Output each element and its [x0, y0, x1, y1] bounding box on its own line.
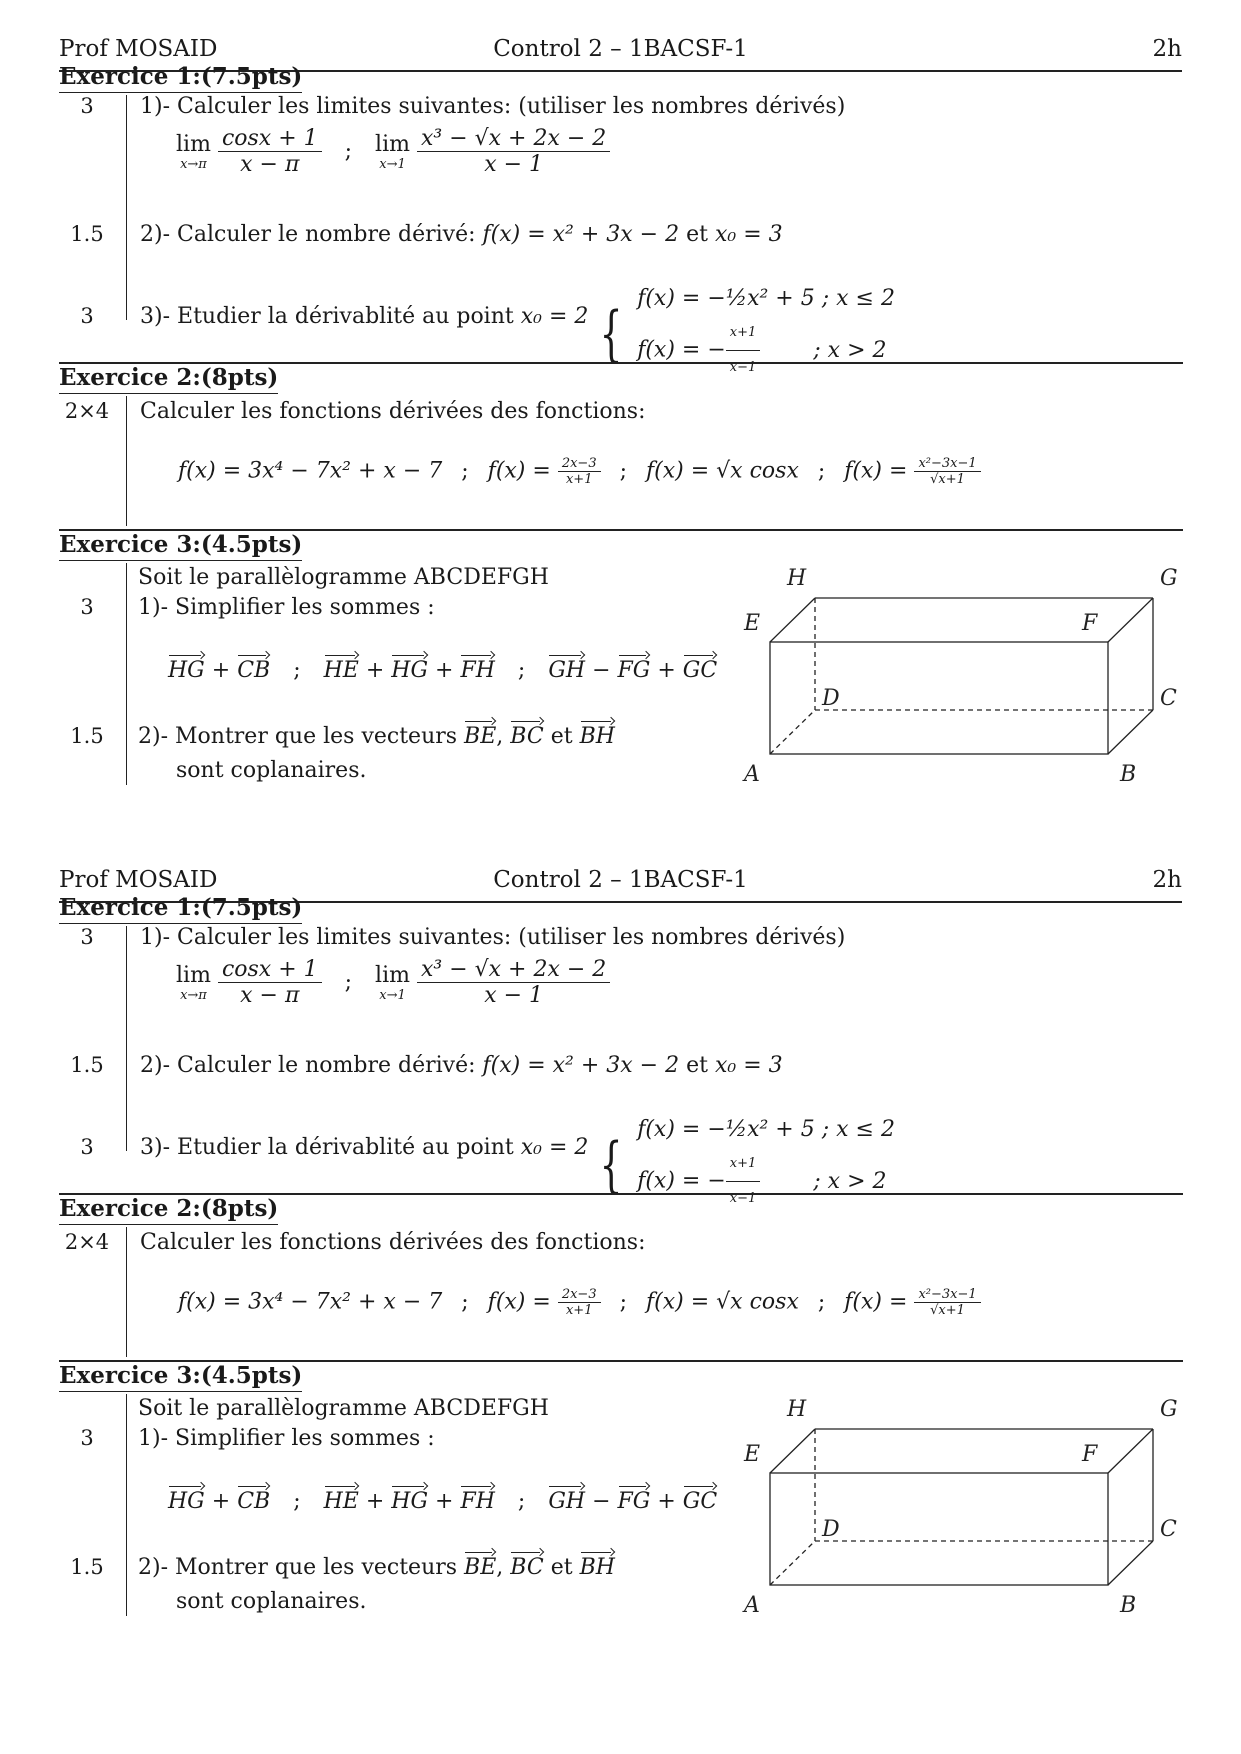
q3-cases — [637, 282, 895, 385]
vector-he: HE — [324, 652, 359, 683]
ex2-f4-lhs: f(x) = — [844, 1289, 908, 1315]
exercise-1-title: Exercice 1:(7.5pts) — [59, 894, 302, 924]
exercise-1-title: Exercice 1:(7.5pts) — [59, 63, 302, 93]
limit-1 — [176, 132, 211, 172]
vector-cb: CB — [237, 1483, 270, 1514]
q3-piecewise — [592, 1113, 895, 1216]
ex2-sep: ; — [461, 1289, 469, 1315]
limit-2 — [375, 132, 410, 172]
q3-text-line — [140, 1135, 588, 1160]
q1-limits — [176, 126, 610, 177]
exercise-2-rule — [126, 1227, 127, 1357]
q2-text: 2)- Calculer le nombre dérivé: — [140, 222, 476, 247]
ex2-f1: f(x) = 3x⁴ − 7x² + x − 7 — [178, 1289, 443, 1315]
ex3-q2-points: 1.5 — [70, 724, 104, 748]
q3-points: 3 — [80, 1135, 94, 1159]
ex2-f2-lhs: f(x) = — [487, 1289, 551, 1315]
exam-copy — [0, 0, 1241, 830]
ex2-f4-fraction — [914, 456, 980, 487]
vector-gc: GC — [683, 1483, 717, 1514]
q2-line — [140, 222, 783, 247]
vector-fg: FG — [618, 652, 651, 683]
limit-2-num: x³ − √x + 2x − 2 — [417, 126, 610, 152]
lim-1-sub: x→π — [180, 156, 207, 172]
lim-1-sub: x→π — [180, 987, 207, 1003]
q3-text-line — [140, 304, 588, 329]
ex3-q2-text-2: sont coplanaires. — [176, 758, 367, 783]
ex2-sep: ; — [461, 458, 469, 484]
q3-points: 3 — [80, 304, 94, 328]
limit-2-den: x − 1 — [484, 983, 544, 1008]
q2-formula: f(x) = x² + 3x − 2 — [482, 222, 680, 247]
limit-2-num: x³ − √x + 2x − 2 — [417, 957, 610, 983]
limit-1-den: x − π — [240, 983, 300, 1008]
label-h: H — [787, 1397, 807, 1422]
q3-case-2-den: x−1 — [729, 1191, 757, 1206]
edge-ad — [770, 710, 815, 754]
lim-2-sub: x→1 — [379, 156, 406, 172]
lim-word: lim — [176, 962, 211, 988]
brace-icon: { — [599, 298, 623, 369]
label-d: D — [822, 686, 840, 711]
exercise-3-rule — [126, 1394, 127, 1616]
limit-sep: ; — [344, 970, 353, 995]
edge-bc — [1108, 1541, 1153, 1585]
header-duration: 2h — [1152, 36, 1182, 62]
q3-case-2 — [637, 316, 895, 385]
ex2-f3: f(x) = √x cosx — [646, 1289, 799, 1315]
ex2-functions — [178, 456, 981, 487]
q1-text: 1)- Calculer les limites suivantes: (utiliser les nombres dérivés) — [140, 94, 846, 119]
ex2-f4-fraction — [914, 1287, 980, 1318]
ex2-sep: ; — [817, 458, 826, 484]
q3-case-2-cond: ; x > 2 — [813, 1168, 887, 1194]
parallelepiped-figure — [730, 560, 1190, 790]
label-e: E — [744, 1442, 761, 1467]
ex3-q2-et: et — [550, 1555, 573, 1580]
ex2-f3: f(x) = √x cosx — [646, 458, 799, 484]
edge-eh — [770, 598, 815, 642]
vector-bc: BC — [510, 1549, 543, 1580]
vector-hg: HG — [168, 1483, 205, 1514]
label-g: G — [1160, 566, 1178, 591]
q3-case-2-num: x+1 — [726, 316, 761, 351]
q3-case-2-fraction — [726, 316, 761, 385]
lim-2-sub: x→1 — [379, 987, 406, 1003]
ex2-f4-lhs: f(x) = — [844, 458, 908, 484]
exam-copy — [0, 831, 1241, 1661]
parallelepiped-figure — [730, 1391, 1190, 1621]
ex2-points: 2×4 — [64, 399, 110, 423]
front-face — [770, 642, 1108, 754]
exercise-2-title: Exercice 2:(8pts) — [59, 1195, 278, 1225]
ex2-f2-den: x+1 — [565, 472, 593, 487]
q3-cases — [637, 1113, 895, 1216]
ex2-f4-num: x²−3x−1 — [914, 1287, 980, 1303]
label-g: G — [1160, 1397, 1178, 1422]
lim-word: lim — [375, 962, 410, 988]
limit-2-fraction — [417, 126, 610, 177]
exercise-1-rule — [126, 95, 127, 320]
limit-1-num: cosx + 1 — [218, 126, 322, 152]
label-e: E — [744, 611, 761, 636]
header-author: Prof MOSAID — [59, 867, 218, 893]
label-f: F — [1082, 1442, 1098, 1467]
vector-hg: HG — [391, 652, 428, 683]
exercise-1-rule — [126, 926, 127, 1151]
ex2-functions — [178, 1287, 981, 1318]
vector-bc: BC — [510, 718, 543, 749]
ex3-q2-points: 1.5 — [70, 1555, 104, 1579]
limit-2 — [375, 963, 410, 1003]
q2-points: 1.5 — [70, 1053, 104, 1077]
limit-1 — [176, 963, 211, 1003]
exercise-3-rule — [126, 563, 127, 785]
label-h: H — [787, 566, 807, 591]
label-c: C — [1160, 686, 1177, 711]
ex2-f2-num: 2x−3 — [558, 1287, 601, 1303]
limit-1-num: cosx + 1 — [218, 957, 322, 983]
q2-points: 1.5 — [70, 222, 104, 246]
limit-sep: ; — [344, 139, 353, 164]
label-b: B — [1120, 762, 1137, 787]
q3-case-2-num: x+1 — [726, 1147, 761, 1182]
label-d: D — [822, 1517, 840, 1542]
q1-limits — [176, 957, 610, 1008]
ex2-f4-num: x²−3x−1 — [914, 456, 980, 472]
limit-1-den: x − π — [240, 152, 300, 177]
edge-bc — [1108, 710, 1153, 754]
lim-word: lim — [375, 131, 410, 157]
ex3-q1-text: 1)- Simplifier les sommes : — [138, 595, 435, 620]
label-f: F — [1082, 611, 1098, 636]
front-face — [770, 1473, 1108, 1585]
exercise-3-title: Exercice 3:(4.5pts) — [59, 1362, 302, 1392]
header-title: Control 2 – 1BACSF-1 — [493, 867, 748, 893]
vector-be: BE — [464, 1549, 496, 1580]
ex3-intro: Soit le parallèlogramme ABCDEFGH — [138, 565, 549, 590]
lim-word: lim — [176, 131, 211, 157]
ex2-f4-den: √x+1 — [930, 1303, 965, 1318]
vector-fh: FH — [460, 1483, 494, 1514]
exercise-2-title: Exercice 2:(8pts) — [59, 364, 278, 394]
vector-cb: CB — [237, 652, 270, 683]
q1-points: 3 — [80, 925, 94, 949]
brace-icon: { — [599, 1129, 623, 1200]
header-author: Prof MOSAID — [59, 36, 218, 62]
q3-x0: x₀ = 2 — [520, 1135, 589, 1160]
header-duration: 2h — [1152, 867, 1182, 893]
q3-case-1: f(x) = −½x² + 5 ; x ≤ 2 — [637, 1117, 895, 1142]
exercise-3-title: Exercice 3:(4.5pts) — [59, 531, 302, 561]
q2-x0: x₀ = 3 — [714, 222, 783, 247]
edge-fg — [1108, 1429, 1153, 1473]
q3-piecewise — [592, 282, 895, 385]
label-a: A — [744, 762, 760, 787]
exercise-2-rule — [126, 396, 127, 526]
ex2-f1: f(x) = 3x⁴ − 7x² + x − 7 — [178, 458, 443, 484]
vector-fh: FH — [460, 652, 494, 683]
vector-gh: GH — [548, 1483, 585, 1514]
edge-fg — [1108, 598, 1153, 642]
ex3-q2-et: et — [550, 724, 573, 749]
limit-2-den: x − 1 — [484, 152, 544, 177]
ex2-text: Calculer les fonctions dérivées des fonctions: — [140, 399, 646, 424]
ex3-sums: HG + CB ; HE + HG + FH ; GH − FG + GC — [168, 652, 717, 683]
ex3-q2-line: 2)- Montrer que les vecteurs BE, BC et BH — [138, 1549, 615, 1580]
vector-gh: GH — [548, 652, 585, 683]
q3-case-2-cond: ; x > 2 — [813, 337, 887, 363]
header-title: Control 2 – 1BACSF-1 — [493, 36, 748, 62]
q1-points: 3 — [80, 94, 94, 118]
edge-eh — [770, 1429, 815, 1473]
q2-x0: x₀ = 3 — [714, 1053, 783, 1078]
ex2-sep: ; — [817, 1289, 826, 1315]
q2-formula: f(x) = x² + 3x − 2 — [482, 1053, 680, 1078]
ex2-f2-lhs: f(x) = — [487, 458, 551, 484]
edge-ad — [770, 1541, 815, 1585]
vector-bh: BH — [580, 1549, 615, 1580]
q3-case-2-den: x−1 — [729, 360, 757, 375]
label-a: A — [744, 1593, 760, 1618]
q2-et: et — [686, 222, 708, 247]
ex2-f2-fraction — [558, 456, 601, 487]
limit-1-fraction — [218, 126, 322, 177]
limit-2-fraction — [417, 957, 610, 1008]
ex3-q1-points: 3 — [80, 1426, 94, 1450]
q3-case-2-lhs: f(x) = − — [637, 1168, 726, 1194]
q3-case-2-fraction — [726, 1147, 761, 1216]
q2-text: 2)- Calculer le nombre dérivé: — [140, 1053, 476, 1078]
limit-1-fraction — [218, 957, 322, 1008]
vector-he: HE — [324, 1483, 359, 1514]
ex3-intro: Soit le parallèlogramme ABCDEFGH — [138, 1396, 549, 1421]
label-c: C — [1160, 1517, 1177, 1542]
q2-et: et — [686, 1053, 708, 1078]
ex3-q2-text: 2)- Montrer que les vecteurs — [138, 1555, 458, 1580]
ex3-q2-text-2: sont coplanaires. — [176, 1589, 367, 1614]
q3-x0: x₀ = 2 — [520, 304, 589, 329]
vector-bh: BH — [580, 718, 615, 749]
ex3-sums: HG + CB ; HE + HG + FH ; GH − FG + GC — [168, 1483, 717, 1514]
ex2-f2-den: x+1 — [565, 1303, 593, 1318]
vector-fg: FG — [618, 1483, 651, 1514]
label-b: B — [1120, 1593, 1137, 1618]
q3-case-2 — [637, 1147, 895, 1216]
ex3-q2-line: 2)- Montrer que les vecteurs BE, BC et BH — [138, 718, 615, 749]
ex3-q1-text: 1)- Simplifier les sommes : — [138, 1426, 435, 1451]
vector-hg: HG — [391, 1483, 428, 1514]
q3-case-2-lhs: f(x) = − — [637, 337, 726, 363]
vector-hg: HG — [168, 652, 205, 683]
ex2-f4-den: √x+1 — [930, 472, 965, 487]
vector-be: BE — [464, 718, 496, 749]
q3-text: 3)- Etudier la dérivablité au point — [140, 1135, 514, 1160]
ex2-f2-num: 2x−3 — [558, 456, 601, 472]
ex2-sep: ; — [619, 1289, 628, 1315]
ex2-f2-fraction — [558, 1287, 601, 1318]
ex3-q2-text: 2)- Montrer que les vecteurs — [138, 724, 458, 749]
q3-case-1: f(x) = −½x² + 5 ; x ≤ 2 — [637, 286, 895, 311]
ex2-points: 2×4 — [64, 1230, 110, 1254]
q3-text: 3)- Etudier la dérivablité au point — [140, 304, 514, 329]
ex2-sep: ; — [619, 458, 628, 484]
ex2-text: Calculer les fonctions dérivées des fonctions: — [140, 1230, 646, 1255]
q1-text: 1)- Calculer les limites suivantes: (utiliser les nombres dérivés) — [140, 925, 846, 950]
ex3-q1-points: 3 — [80, 595, 94, 619]
vector-gc: GC — [683, 652, 717, 683]
q2-line — [140, 1053, 783, 1078]
